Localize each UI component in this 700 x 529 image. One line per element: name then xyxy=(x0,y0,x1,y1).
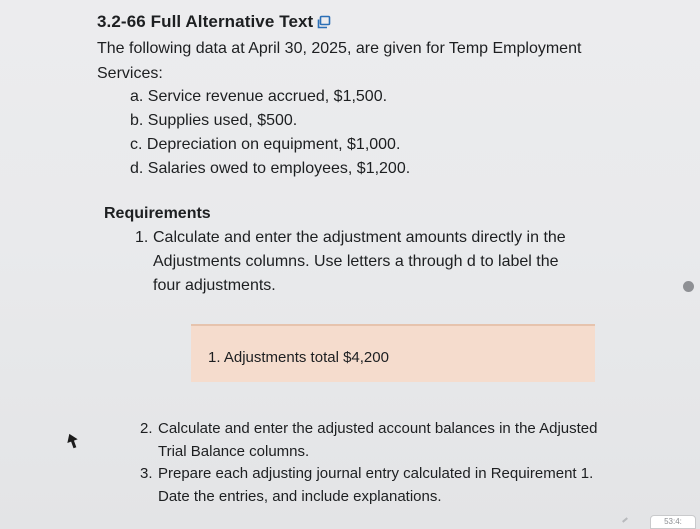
requirement-2 xyxy=(140,417,620,463)
requirements-heading: Requirements xyxy=(104,205,211,222)
requirement-1 xyxy=(135,226,585,298)
adjustment-list xyxy=(130,85,410,181)
scroll-indicator[interactable] xyxy=(683,281,694,292)
problem-title-text: 3.2-66 Full Alternative Text xyxy=(97,12,314,31)
requirement-number: 3. xyxy=(140,465,153,482)
problem-title xyxy=(97,12,332,32)
list-item: a. Service revenue accrued, $1,500. xyxy=(130,88,388,105)
problem-intro: The following data at April 30, 2025, are given for Temp Employment Services: xyxy=(97,40,582,82)
list-item: c. Depreciation on equipment, $1,000. xyxy=(130,136,401,153)
requirement-text: Calculate and enter the adjusted account balances in the Adjusted Trial Balance columns. xyxy=(158,420,598,460)
copy-icon[interactable] xyxy=(316,14,332,30)
requirement-text: Prepare each adjusting journal entry calculated in Requirement 1. Date the entries, and include explanations. xyxy=(158,465,594,505)
answer-text: 1. Adjustments total $4,200 xyxy=(208,349,389,366)
requirement-text: Calculate and enter the adjustment amounts directly in the Adjustments columns. Use letters a through d to label the four adjustments. xyxy=(153,229,566,294)
corner-badge: 53:4: xyxy=(650,515,696,529)
mouse-cursor-icon xyxy=(66,432,80,450)
requirement-number: 1. xyxy=(135,229,149,246)
edge-mark xyxy=(622,517,628,522)
requirement-number: 2. xyxy=(140,420,153,437)
answer-box[interactable] xyxy=(191,324,595,382)
list-item: b. Supplies used, $500. xyxy=(130,112,298,129)
requirement-3 xyxy=(140,462,620,508)
list-item: d. Salaries owed to employees, $1,200. xyxy=(130,160,411,177)
